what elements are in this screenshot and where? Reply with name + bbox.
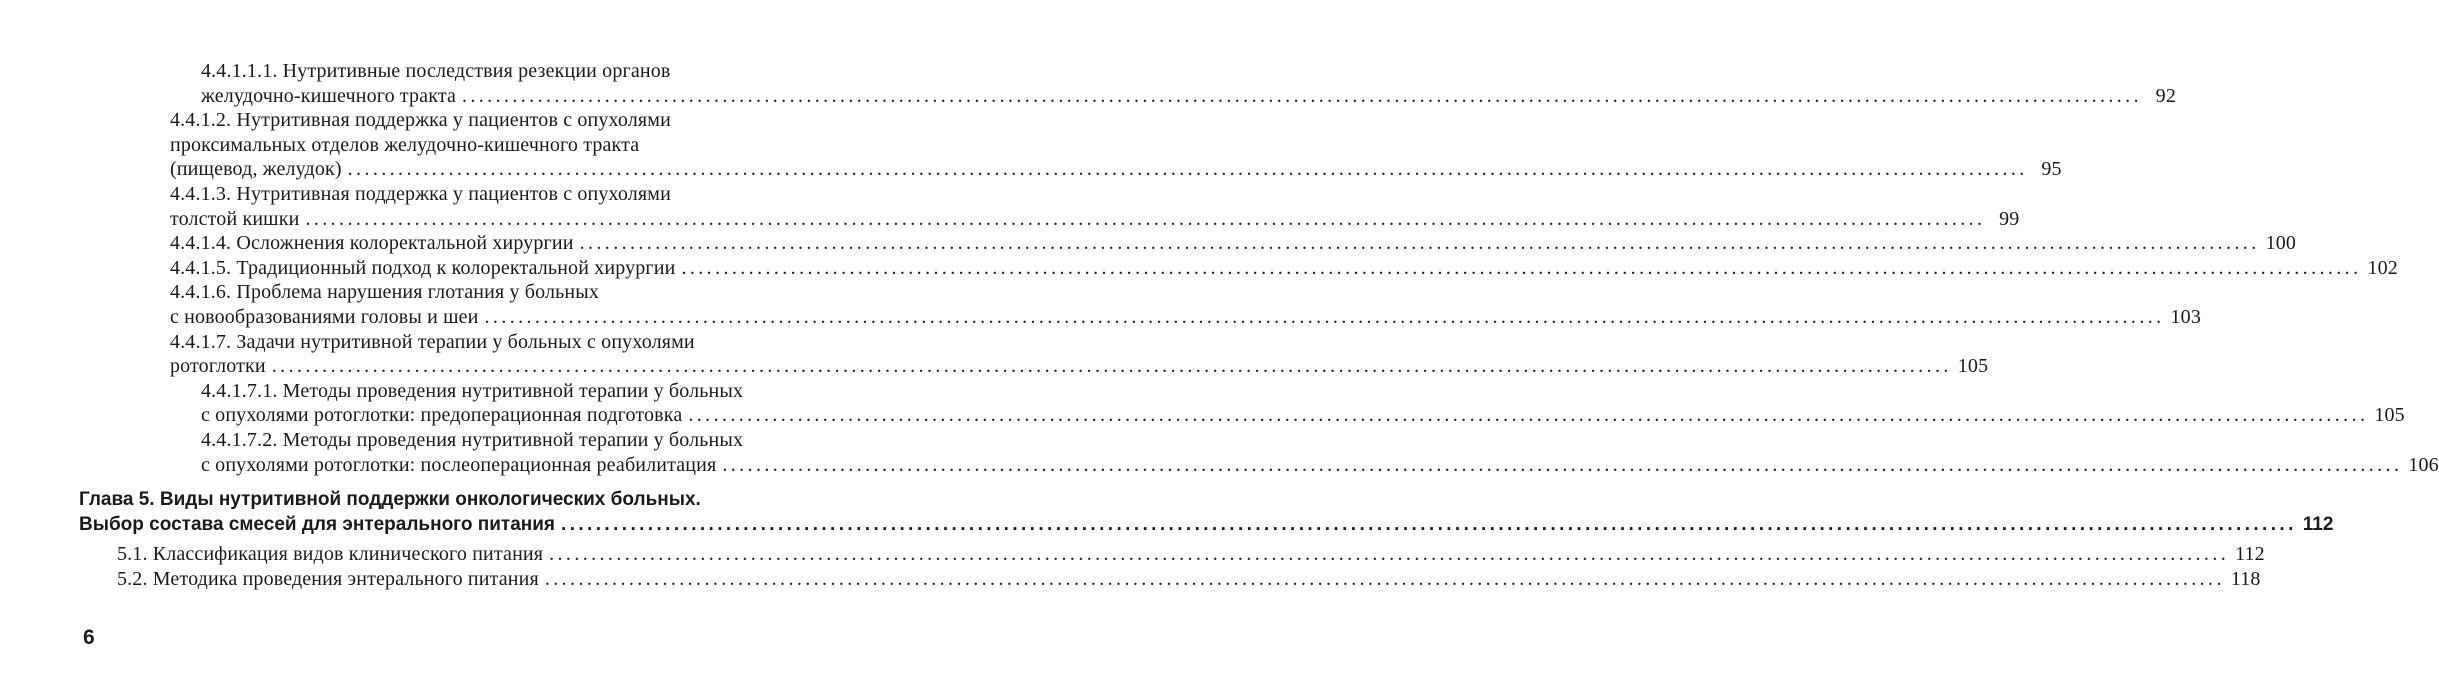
toc-page-number[interactable]: 103 <box>2170 305 2201 328</box>
toc-line-text: Глава 5. Виды нутритивной поддержки онкологических больных. <box>79 489 701 511</box>
table-of-contents <box>0 59 2439 591</box>
spacer <box>0 477 1000 488</box>
toc-line-text: 4.4.1.1.1. Нутритивные последствия резекции органов <box>201 60 671 82</box>
toc-line <box>0 354 1989 379</box>
toc-line <box>0 567 2261 592</box>
toc-line <box>0 84 2176 109</box>
toc-page-number[interactable]: 99 <box>1999 207 2020 230</box>
toc-page-number[interactable]: 95 <box>2041 158 2062 181</box>
toc-line <box>0 280 1091 305</box>
toc-entry <box>0 379 2405 428</box>
dot-leader: ........................................................................................................................................................................................................ <box>549 543 2230 566</box>
dot-leader: ........................................................................................................................................................................................................ <box>271 355 1952 378</box>
toc-page-number[interactable]: 100 <box>2265 232 2297 255</box>
toc-page-number[interactable]: 112 <box>2302 513 2334 535</box>
toc-line <box>0 59 1122 84</box>
toc-line-text: с новообразованиями головы и шеи <box>170 305 479 328</box>
toc-line <box>0 379 1122 404</box>
toc-line <box>0 108 1091 133</box>
toc-line <box>0 542 2265 567</box>
dot-leader: ........................................................................................................................................................................................................ <box>484 305 2165 328</box>
dot-leader: ........................................................................................................................................................................................................ <box>544 567 2225 590</box>
toc-line <box>0 133 1091 158</box>
toc-page-number[interactable]: 102 <box>2367 256 2398 279</box>
toc-page-number[interactable]: 112 <box>2235 543 2265 566</box>
toc-line <box>0 256 2398 281</box>
toc-line-text: (пищевод, желудок) <box>170 158 342 181</box>
toc-line <box>0 453 2439 478</box>
toc-entry <box>0 542 2265 567</box>
toc-line <box>0 231 2297 256</box>
toc-line <box>0 207 2020 232</box>
toc-page-number[interactable]: 118 <box>2230 567 2261 590</box>
dot-leader: ........................................................................................................................................................................................................ <box>681 256 2362 279</box>
toc-line <box>0 428 1122 453</box>
dot-leader: ........................................................................................................................................................................................................ <box>722 453 2403 476</box>
toc-line-text: 4.4.1.4. Осложнения колоректальной хирургии <box>170 232 574 255</box>
toc-line-text: 4.4.1.7.1. Методы проведения нутритивной терапии у больных <box>201 379 744 402</box>
toc-entry <box>0 330 1989 379</box>
toc-entry <box>0 231 2297 256</box>
dot-leader: ........................................................................................................................................................................................................ <box>461 84 2142 107</box>
dot-leader: ........................................................................................................................................................................................................ <box>561 513 2297 535</box>
toc-line <box>0 305 2201 330</box>
toc-line-text: 5.1. Классификация видов клинического питания <box>117 543 544 566</box>
toc-line-text: 4.4.1.6. Проблема нарушения глотания у больных <box>170 281 599 304</box>
toc-line <box>0 513 2334 538</box>
toc-entry <box>0 59 2176 108</box>
toc-page-number[interactable]: 106 <box>2408 453 2439 476</box>
toc-entry <box>0 256 2398 281</box>
toc-line-text: желудочно-кишечного тракта <box>201 84 456 107</box>
toc-line-text: 4.4.1.5. Традиционный подход к колоректальной хирургии <box>170 256 676 279</box>
toc-line <box>0 330 1091 355</box>
toc-entry <box>0 428 2439 477</box>
toc-line-text: толстой кишки <box>170 207 300 230</box>
toc-line-text: проксимальных отделов желудочно-кишечного тракта <box>170 133 640 156</box>
toc-line <box>0 182 1091 207</box>
toc-page-number[interactable]: 92 <box>2155 84 2176 107</box>
dot-leader: ........................................................................................................................................................................................................ <box>305 207 1986 230</box>
dot-leader: ........................................................................................................................................................................................................ <box>688 404 2369 427</box>
toc-entry <box>0 108 2062 182</box>
toc-entry <box>0 182 2020 231</box>
toc-page-number[interactable]: 105 <box>1957 355 1989 378</box>
toc-line-text: с опухолями ротоглотки: предоперационная подготовка <box>201 404 683 427</box>
toc-page-number[interactable]: 105 <box>2374 404 2405 427</box>
toc-line-text: 4.4.1.2. Нутритивная поддержка у пациентов с опухолями <box>170 109 671 132</box>
toc-line-text: 5.2. Методика проведения энтерального питания <box>117 567 539 590</box>
page-number: 6 <box>83 626 95 649</box>
toc-line <box>0 157 2062 182</box>
toc-entry <box>0 280 2201 329</box>
toc-line-text: Выбор состава смесей для энтерального питания <box>79 513 556 535</box>
toc-line-text: 4.4.1.3. Нутритивная поддержка у пациентов с опухолями <box>170 182 671 205</box>
toc-line-text: с опухолями ротоглотки: послеоперационная реабилитация <box>201 453 717 476</box>
toc-entry <box>0 567 2261 592</box>
toc-line <box>0 403 2405 428</box>
toc-line-text: 4.4.1.7. Задачи нутритивной терапии у больных с опухолями <box>170 330 695 353</box>
dot-leader: ........................................................................................................................................................................................................ <box>347 158 2028 181</box>
toc-line <box>0 488 1000 513</box>
dot-leader: ........................................................................................................................................................................................................ <box>579 232 2260 255</box>
toc-line-text: ротоглотки <box>170 355 266 378</box>
toc-chapter <box>0 488 2334 537</box>
toc-line-text: 4.4.1.7.2. Методы проведения нутритивной терапии у больных <box>201 428 744 451</box>
